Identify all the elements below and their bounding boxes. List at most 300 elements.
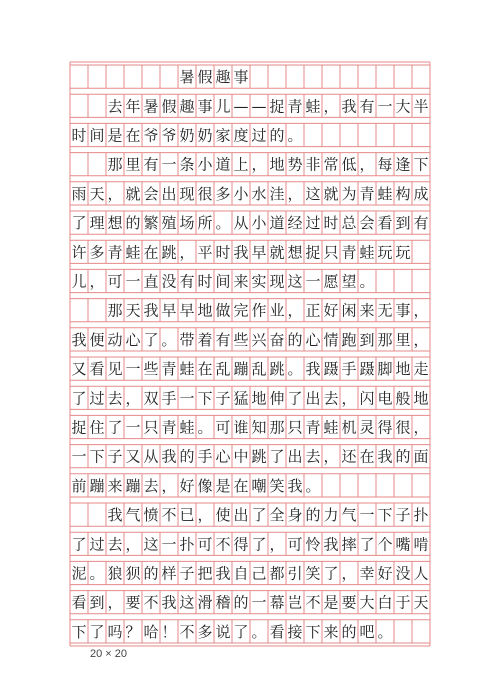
grid-character: ， xyxy=(359,155,375,174)
grid-character: 过 xyxy=(89,535,105,554)
grid-character: 狼 xyxy=(107,564,123,583)
grid-character: 天 xyxy=(125,301,141,320)
grid-character: 的 xyxy=(269,126,285,145)
grid-character: 跳 xyxy=(251,447,267,466)
grid-character: 暑 xyxy=(143,97,159,116)
grid-character: 下 xyxy=(89,447,105,466)
grid-character: 的 xyxy=(179,447,195,466)
grid-character: 那 xyxy=(107,301,123,320)
grid-character: 般 xyxy=(395,389,411,408)
grid-character: 闪 xyxy=(359,389,375,408)
grid-character: 只 xyxy=(143,418,159,437)
grid-character: 常 xyxy=(323,155,339,174)
grid-character: 平 xyxy=(197,243,213,262)
grid-character: 伸 xyxy=(269,389,285,408)
grid-character: 奋 xyxy=(269,330,285,349)
grid-character: 心 xyxy=(305,330,321,349)
grid-character: 小 xyxy=(251,214,267,233)
grid-character: 看 xyxy=(377,214,393,233)
grid-character: 有 xyxy=(413,214,429,233)
grid-character: 势 xyxy=(287,155,303,174)
grid-character: 现 xyxy=(269,272,285,291)
grid-character: 可 xyxy=(215,418,231,437)
grid-character: 捉 xyxy=(269,97,285,116)
grid-character: 下 xyxy=(197,389,213,408)
grid-character: 过 xyxy=(251,126,267,145)
grid-character: 子 xyxy=(395,506,411,525)
grid-character: 哈 xyxy=(143,622,159,641)
grid-character: 在 xyxy=(143,243,159,262)
grid-character: 地 xyxy=(251,389,267,408)
grid-character: 笑 xyxy=(269,476,285,495)
grid-character: 正 xyxy=(305,301,321,320)
grid-character: 我 xyxy=(323,535,339,554)
grid-character: 许 xyxy=(71,243,87,262)
grid-character: 做 xyxy=(215,301,231,320)
grid-character: 从 xyxy=(233,214,249,233)
grid-character: 早 xyxy=(179,301,195,320)
grid-character: 到 xyxy=(395,214,411,233)
grid-character: 家 xyxy=(215,126,231,145)
grid-character: 引 xyxy=(287,564,303,583)
grid-character: 没 xyxy=(161,272,177,291)
grid-character: 又 xyxy=(125,447,141,466)
grid-character: 些 xyxy=(233,330,249,349)
grid-character: 。 xyxy=(287,126,303,145)
grid-character: 间 xyxy=(89,126,105,145)
grid-character: 手 xyxy=(197,447,213,466)
grid-character: 出 xyxy=(161,184,177,203)
grid-character: 时 xyxy=(197,272,213,291)
grid-character: 有 xyxy=(179,272,195,291)
grid-character: 猛 xyxy=(233,389,249,408)
grid-character: 玩 xyxy=(395,243,411,262)
grid-character: 道 xyxy=(269,214,285,233)
grid-character: 经 xyxy=(287,214,303,233)
grid-character: 大 xyxy=(395,97,411,116)
grid-character: 只 xyxy=(323,243,339,262)
grid-character: 下 xyxy=(305,622,321,641)
grid-character: 洼 xyxy=(269,184,285,203)
grid-character: 自 xyxy=(233,564,249,583)
grid-character: 那 xyxy=(269,418,285,437)
grid-character: 青 xyxy=(341,243,357,262)
grid-character: 暑 xyxy=(179,68,195,87)
grid-character: 还 xyxy=(341,447,357,466)
grid-character: 好 xyxy=(179,476,195,495)
grid-character: 蛙 xyxy=(125,243,141,262)
grid-character: ， xyxy=(323,97,339,116)
grid-character: 蹦 xyxy=(89,476,105,495)
grid-character: 奶 xyxy=(179,126,195,145)
grid-character: ， xyxy=(341,564,357,583)
grid-character: 啃 xyxy=(413,535,429,554)
grid-character: 一 xyxy=(161,155,177,174)
grid-character: 去 xyxy=(107,97,123,116)
grid-character: 里 xyxy=(395,330,411,349)
grid-character: 低 xyxy=(341,155,357,174)
grid-character: 知 xyxy=(251,418,267,437)
grid-character: 上 xyxy=(233,155,249,174)
grid-character: 走 xyxy=(413,360,429,379)
grid-character: ！ xyxy=(161,622,177,641)
grid-character: 。 xyxy=(359,272,375,291)
grid-character: 不 xyxy=(161,506,177,525)
grid-character: 可 xyxy=(197,535,213,554)
grid-character: 乱 xyxy=(251,360,267,379)
grid-character: ， xyxy=(197,506,213,525)
grid-character: 子 xyxy=(179,564,195,583)
grid-character: 气 xyxy=(341,506,357,525)
grid-character: 幸 xyxy=(359,564,375,583)
grid-character: 笑 xyxy=(305,564,321,583)
grid-character: 蛙 xyxy=(305,97,321,116)
grid-character: 了 xyxy=(233,622,249,641)
grid-character: 那 xyxy=(377,330,393,349)
grid-character: 一 xyxy=(359,506,375,525)
grid-character: 心 xyxy=(125,330,141,349)
grid-character: 过 xyxy=(89,389,105,408)
grid-character: 在 xyxy=(233,476,249,495)
grid-character: 下 xyxy=(413,155,429,174)
grid-character: 在 xyxy=(359,447,375,466)
grid-character: 于 xyxy=(395,593,411,612)
grid-character: 蛙 xyxy=(179,360,195,379)
grid-character: 样 xyxy=(161,564,177,583)
grid-character: 。 xyxy=(377,622,393,641)
grid-character: 的 xyxy=(287,330,303,349)
grid-character: 青 xyxy=(107,243,123,262)
grid-character: 道 xyxy=(215,155,231,174)
grid-character: — xyxy=(251,97,267,116)
grid-character: 大 xyxy=(359,593,375,612)
grid-character: 气 xyxy=(125,506,141,525)
grid-character: 间 xyxy=(215,272,231,291)
grid-character: 有 xyxy=(359,97,375,116)
grid-character: 这 xyxy=(179,593,195,612)
grid-character: 去 xyxy=(143,476,159,495)
grid-character: 面 xyxy=(413,447,429,466)
grid-character: 全 xyxy=(269,506,285,525)
grid-character: 里 xyxy=(125,155,141,174)
grid-character: 条 xyxy=(179,155,195,174)
grid-character: 了 xyxy=(71,214,87,233)
grid-character: 双 xyxy=(143,389,159,408)
grid-character: ， xyxy=(323,447,339,466)
grid-character: 这 xyxy=(305,184,321,203)
grid-character: 可 xyxy=(107,272,123,291)
grid-character: 个 xyxy=(377,535,393,554)
grid-character: 灵 xyxy=(359,418,375,437)
grid-character: 跑 xyxy=(341,330,357,349)
grid-character: ， xyxy=(107,593,123,612)
grid-character: 我 xyxy=(341,97,357,116)
grid-character: 了 xyxy=(107,418,123,437)
grid-character: 时 xyxy=(323,214,339,233)
grid-character: 青 xyxy=(161,360,177,379)
grid-character: 多 xyxy=(215,184,231,203)
grid-character: ， xyxy=(413,330,429,349)
grid-character: 机 xyxy=(341,418,357,437)
grid-character: 趣 xyxy=(215,68,231,87)
grid-character: 早 xyxy=(161,301,177,320)
grid-character: 一 xyxy=(305,272,321,291)
grid-character: 现 xyxy=(179,184,195,203)
grid-character: 手 xyxy=(341,360,357,379)
grid-character: 蛙 xyxy=(377,184,393,203)
grid-character: 爷 xyxy=(161,126,177,145)
grid-character: 这 xyxy=(287,272,303,291)
grid-character: 身 xyxy=(287,506,303,525)
grid-character: 好 xyxy=(323,301,339,320)
grid-character: 出 xyxy=(233,506,249,525)
grid-character: 的 xyxy=(143,564,159,583)
grid-character: 去 xyxy=(107,389,123,408)
grid-character: 一 xyxy=(377,97,393,116)
grid-character: 那 xyxy=(107,155,123,174)
grid-character: 从 xyxy=(143,447,159,466)
grid-character: 蛙 xyxy=(323,418,339,437)
grid-character: ， xyxy=(341,389,357,408)
grid-character: 爷 xyxy=(143,126,159,145)
grid-character: 像 xyxy=(197,476,213,495)
grid-character: 地 xyxy=(395,360,411,379)
grid-character: 会 xyxy=(143,184,159,203)
grid-character: ， xyxy=(125,535,141,554)
grid-character: 岂 xyxy=(287,593,303,612)
grid-character: 心 xyxy=(215,447,231,466)
grid-character: 一 xyxy=(71,447,87,466)
grid-character: 看 xyxy=(269,622,285,641)
grid-character: 使 xyxy=(215,506,231,525)
grid-character: 业 xyxy=(269,301,285,320)
grid-character: 就 xyxy=(125,184,141,203)
grid-character: 力 xyxy=(323,506,339,525)
grid-character: 幕 xyxy=(269,593,285,612)
grid-character: 。 xyxy=(305,476,321,495)
grid-character: 蹦 xyxy=(125,476,141,495)
grid-character: 假 xyxy=(197,68,213,87)
grid-character: 有 xyxy=(143,155,159,174)
grid-character: 愿 xyxy=(323,272,339,291)
grid-character: 事 xyxy=(233,68,249,87)
grid-character: ， xyxy=(413,301,429,320)
grid-character: 就 xyxy=(323,184,339,203)
grid-character: 嘴 xyxy=(395,535,411,554)
grid-character: 我 xyxy=(161,593,177,612)
grid-character: 无 xyxy=(377,301,393,320)
grid-character: 接 xyxy=(287,622,303,641)
grid-character: — xyxy=(233,97,249,116)
grid-character: 些 xyxy=(143,360,159,379)
grid-character: 得 xyxy=(233,535,249,554)
grid-character: 好 xyxy=(377,564,393,583)
grid-character: 己 xyxy=(251,564,267,583)
grid-character: 逢 xyxy=(395,155,411,174)
grid-character: 时 xyxy=(215,243,231,262)
grid-character: 的 xyxy=(305,506,321,525)
grid-character: 我 xyxy=(287,476,303,495)
grid-character: 。 xyxy=(89,564,105,583)
grid-character: 吧 xyxy=(359,622,375,641)
grid-character: 都 xyxy=(269,564,285,583)
grid-character: 一 xyxy=(179,389,195,408)
grid-character: 来 xyxy=(359,301,375,320)
grid-character: 已 xyxy=(179,506,195,525)
grid-character: 我 xyxy=(143,301,159,320)
grid-character: 了 xyxy=(359,535,375,554)
grid-character: 就 xyxy=(269,243,285,262)
grid-character: 不 xyxy=(215,535,231,554)
grid-character: 稽 xyxy=(215,593,231,612)
grid-character: 繁 xyxy=(143,214,159,233)
grid-character: 看 xyxy=(89,360,105,379)
grid-character: 子 xyxy=(215,389,231,408)
grid-character: 了 xyxy=(71,389,87,408)
grid-character: 到 xyxy=(89,593,105,612)
grid-character: 了 xyxy=(323,564,339,583)
grid-character: 下 xyxy=(377,506,393,525)
grid-character: 是 xyxy=(107,126,123,145)
grid-character: ， xyxy=(89,272,105,291)
grid-character: 望 xyxy=(341,272,357,291)
grid-character: 一 xyxy=(125,360,141,379)
grid-character: 雨 xyxy=(71,184,87,203)
grid-character: 这 xyxy=(143,535,159,554)
grid-character: 捉 xyxy=(305,243,321,262)
grid-character: 的 xyxy=(125,214,141,233)
grid-character: 会 xyxy=(359,214,375,233)
grid-character: 我 xyxy=(215,564,231,583)
grid-character: 场 xyxy=(179,214,195,233)
grid-character: 不 xyxy=(305,593,321,612)
grid-character: 天 xyxy=(89,184,105,203)
grid-character: 摔 xyxy=(341,535,357,554)
grid-character: 不 xyxy=(143,593,159,612)
grid-character: 玩 xyxy=(377,243,393,262)
grid-character: 前 xyxy=(71,476,87,495)
grid-character: 又 xyxy=(71,360,87,379)
grid-character: 兴 xyxy=(251,330,267,349)
grid-character: 了 xyxy=(89,622,105,641)
grid-character: 半 xyxy=(413,97,429,116)
grid-size-label: 20 × 20 xyxy=(90,648,128,660)
grid-character: 了 xyxy=(143,330,159,349)
grid-character: ， xyxy=(269,535,285,554)
grid-character: 的 xyxy=(395,447,411,466)
grid-character: 来 xyxy=(107,476,123,495)
grid-character: 多 xyxy=(89,243,105,262)
grid-character: 青 xyxy=(305,418,321,437)
grid-character: 蛙 xyxy=(179,418,195,437)
grid-character: 理 xyxy=(89,214,105,233)
grid-lines xyxy=(70,62,430,646)
grid-character: 来 xyxy=(233,272,249,291)
grid-character: 。 xyxy=(215,214,231,233)
grid-character: 只 xyxy=(287,418,303,437)
grid-character: 出 xyxy=(287,447,303,466)
grid-character: 我 xyxy=(71,330,87,349)
grid-character: 。 xyxy=(287,360,303,379)
grid-character: 小 xyxy=(197,155,213,174)
grid-character: 殖 xyxy=(161,214,177,233)
grid-character: 要 xyxy=(341,593,357,612)
grid-character: 青 xyxy=(287,97,303,116)
grid-character: 跳 xyxy=(161,243,177,262)
grid-character: 。 xyxy=(251,622,267,641)
grid-character: 我 xyxy=(377,447,393,466)
grid-character: 乱 xyxy=(215,360,231,379)
grid-character: 要 xyxy=(125,593,141,612)
grid-character: 动 xyxy=(107,330,123,349)
grid-character: 脚 xyxy=(377,360,393,379)
grid-character: 狈 xyxy=(125,564,141,583)
grid-character: 不 xyxy=(179,622,195,641)
grid-character: 儿 xyxy=(71,272,87,291)
grid-character: 谁 xyxy=(233,418,249,437)
grid-character: 下 xyxy=(71,622,87,641)
grid-character: 了 xyxy=(269,447,285,466)
grid-character: 子 xyxy=(107,447,123,466)
grid-character: 蹑 xyxy=(323,360,339,379)
grid-character: 带 xyxy=(179,330,195,349)
grid-character: 很 xyxy=(395,418,411,437)
grid-character: 实 xyxy=(251,272,267,291)
grid-character: 我 xyxy=(107,506,123,525)
grid-character: 作 xyxy=(251,301,267,320)
grid-character: 吗 xyxy=(107,622,123,641)
grid-character: ， xyxy=(179,243,195,262)
grid-character: 多 xyxy=(197,622,213,641)
grid-character: 地 xyxy=(269,155,285,174)
grid-character: 住 xyxy=(89,418,105,437)
grid-character: 在 xyxy=(197,360,213,379)
grid-character: 。 xyxy=(197,418,213,437)
grid-character: 蹦 xyxy=(233,360,249,379)
grid-character: 我 xyxy=(161,447,177,466)
grid-character: 想 xyxy=(107,214,123,233)
grid-character: 扑 xyxy=(413,506,429,525)
grid-character: 手 xyxy=(161,389,177,408)
grid-character: 是 xyxy=(323,593,339,612)
grid-character: 白 xyxy=(377,593,393,612)
grid-character: 早 xyxy=(251,243,267,262)
grid-character: 。 xyxy=(161,330,177,349)
grid-character: 直 xyxy=(143,272,159,291)
grid-character: 过 xyxy=(305,214,321,233)
grid-character: 天 xyxy=(413,593,429,612)
grid-character: 蹑 xyxy=(359,360,375,379)
grid-character: 为 xyxy=(341,184,357,203)
grid-character: 事 xyxy=(395,301,411,320)
grid-character: 见 xyxy=(107,360,123,379)
grid-character: 完 xyxy=(233,301,249,320)
grid-character: 了 xyxy=(251,535,267,554)
grid-character: 情 xyxy=(323,330,339,349)
grid-character: 蛙 xyxy=(359,243,375,262)
grid-character: 地 xyxy=(413,389,429,408)
grid-character: 总 xyxy=(341,214,357,233)
grid-character: 来 xyxy=(323,622,339,641)
grid-character: ， xyxy=(287,184,303,203)
grid-character: ， xyxy=(413,418,429,437)
grid-character: 去 xyxy=(305,447,321,466)
grid-character: 很 xyxy=(197,184,213,203)
grid-character: 说 xyxy=(215,622,231,641)
grid-character: 的 xyxy=(341,622,357,641)
grid-character: 我 xyxy=(233,243,249,262)
grid-character: 青 xyxy=(161,418,177,437)
